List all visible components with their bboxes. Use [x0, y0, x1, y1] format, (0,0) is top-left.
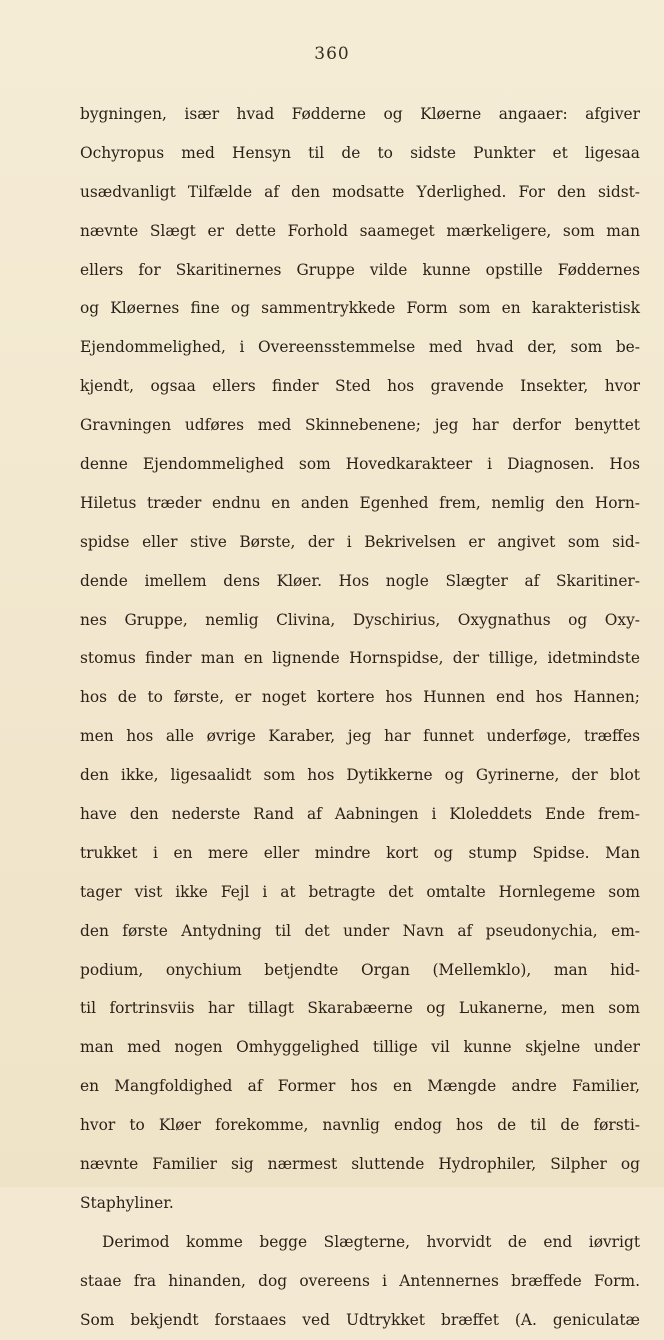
- text-line: podium, onychium betjendte Organ (Mellemklo), man hid-: [80, 960, 640, 979]
- text-line: kjendt, ogsaa ellers finder Sted hos gravende Insekter, hvor: [80, 377, 640, 396]
- text-line: men hos alle øvrige Karaber, jeg har funnet underføge, træffes: [80, 727, 640, 746]
- text-line: en Mangfoldighed af Former hos en Mængde andre Familier,: [80, 1077, 640, 1096]
- text-line: trukket i en mere eller mindre kort og stump Spidse. Man: [80, 843, 640, 862]
- body-text: [80, 95, 640, 1340]
- text-line: nes Gruppe, nemlig Clivina, Dyschirius, Oxygnathus og Oxy-: [80, 610, 640, 629]
- text-line: ellers for Skaritinernes Gruppe vilde kunne opstille Føddernes: [80, 260, 640, 279]
- text-line: nævnte Familier sig nærmest sluttende Hydrophiler, Silpher og: [80, 1155, 640, 1174]
- text-line: dende imellem dens Kløer. Hos nogle Slægter af Skaritiner-: [80, 571, 640, 590]
- text-line: Som bekjendt forstaaes ved Udtrykket bræffet (A. geniculatæ: [80, 1310, 640, 1329]
- page-number: 360: [314, 44, 350, 64]
- text-line: denne Ejendommelighed som Hovedkarakteer i Diagnosen. Hos: [80, 455, 640, 474]
- text-line: hos de to første, er noget kortere hos Hunnen end hos Hannen;: [80, 688, 640, 707]
- text-line: usædvanligt Tilfælde af den modsatte Yderlighed. For den sidst-: [80, 182, 640, 201]
- text-line: Ejendommelighed, i Overeensstemmelse med hvad der, som be-: [80, 338, 640, 357]
- text-line: Hiletus træder endnu en anden Egenhed frem, nemlig den Horn-: [80, 493, 640, 512]
- text-line: bygningen, især hvad Fødderne og Kløerne angaaer: afgiver: [80, 105, 640, 123]
- text-line: nævnte Slægt er dette Forhold saameget mærkeligere, som man: [80, 221, 640, 240]
- text-line: have den nederste Rand af Aabningen i Kloleddets Ende frem-: [80, 805, 640, 824]
- text-line: Derimod komme begge Slægterne, hvorvidt de end iøvrigt: [102, 1232, 640, 1251]
- text-line: hvor to Kløer forekomme, navnlig endog hos de til de førsti-: [80, 1116, 640, 1135]
- text-line: tager vist ikke Fejl i at betragte det omtalte Hornlegeme som: [80, 882, 640, 901]
- text-line: staae fra hinanden, dog overeens i Antennernes bræffede Form.: [80, 1271, 640, 1290]
- text-line: til fortrinsviis har tillagt Skarabæerne og Lukanerne, men som: [80, 999, 640, 1018]
- text-line: den ikke, ligesaalidt som hos Dytikkerne og Gyrinerne, der blot: [80, 766, 640, 785]
- text-line: Staphyliner.: [80, 1193, 174, 1212]
- text-line: man med nogen Omhyggelighed tillige vil kunne skjelne under: [80, 1038, 640, 1057]
- text-line: den første Antydning til det under Navn af pseudonychia, em-: [80, 921, 640, 940]
- text-line: og Kløernes fine og sammentrykkede Form som en karakteristisk: [80, 299, 640, 318]
- text-line: Gravningen udføres med Skinnebenene; jeg har derfor benyttet: [80, 416, 640, 435]
- text-line: Ochyropus med Hensyn til de to sidste Punkter et ligesaa: [80, 143, 640, 162]
- text-line: spidse eller stive Børste, der i Bekrivelsen er angivet som sid-: [80, 532, 640, 551]
- text-line: stomus finder man en lignende Hornspidse, der tillige, idetmindste: [80, 649, 640, 668]
